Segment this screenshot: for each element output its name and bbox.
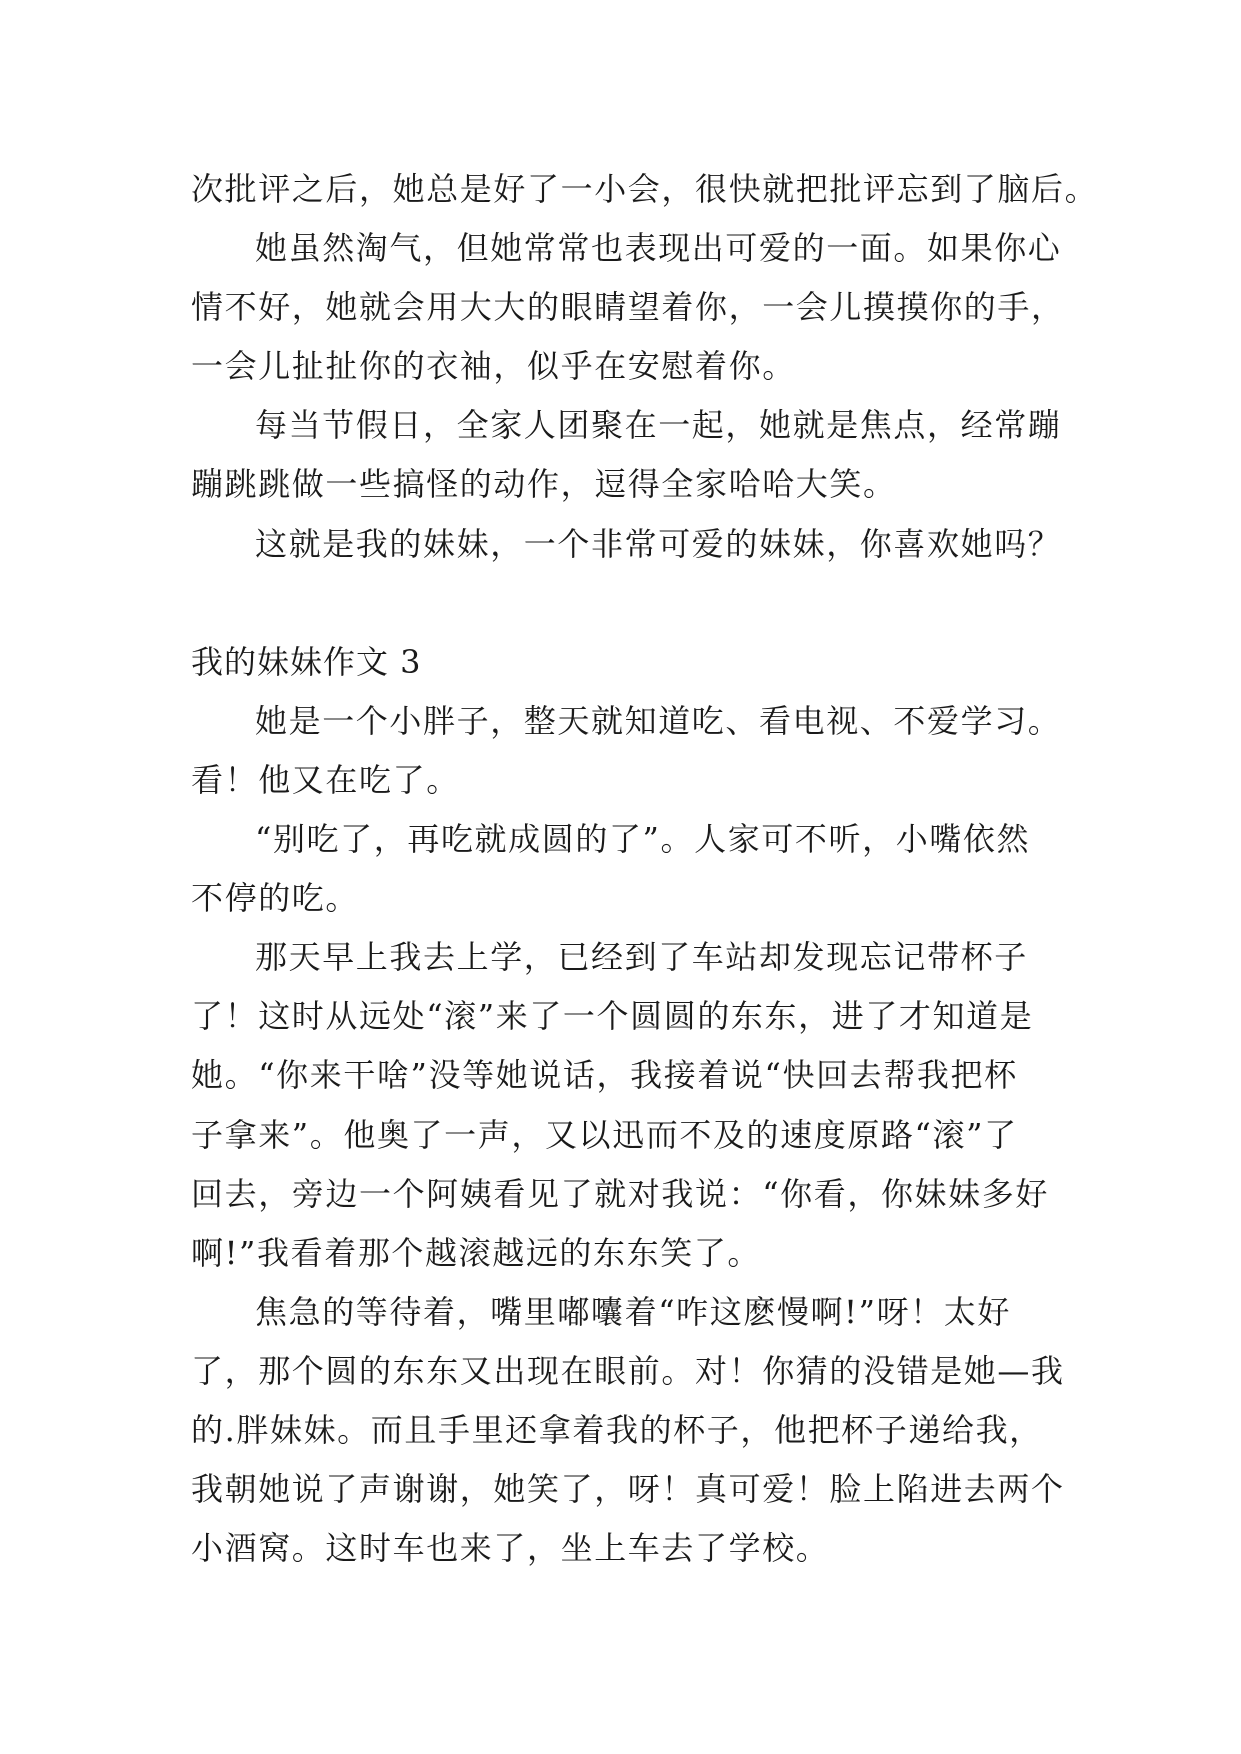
text-line: 了，那个圆的东东又出现在眼前。对！你猜的没错是她—我: [191, 1351, 1065, 1390]
text-line: “别吃了，再吃就成圆的了”。人家可不听，小嘴依然: [255, 820, 1031, 859]
text-line: 不停的吃。: [191, 879, 360, 918]
text-line: 我朝她说了声谢谢，她笑了，呀！真可爱！脸上陷进去两个: [191, 1470, 1065, 1509]
text-line: 次批评之后，她总是好了一小会，很快就把批评忘到了脑后。: [191, 170, 1099, 208]
text-line: 了！这时从远处“滚”来了一个圆圆的东东，进了才知道是: [191, 997, 1034, 1036]
text-line: 她虽然淘气，但她常常也表现出可爱的一面。如果你心: [255, 229, 1062, 268]
text-line: 这就是我的妹妹，一个非常可爱的妹妹，你喜欢她吗？: [255, 524, 1062, 563]
essay-text: [191, 160, 1099, 1578]
text-line: 的.胖妹妹。而且手里还拿着我的杯子，他把杯子递给我，: [191, 1410, 1043, 1449]
text-line: 她是一个小胖子，整天就知道吃、看电视、不爱学习。: [255, 701, 1062, 740]
text-line: 每当节假日，全家人团聚在一起，她就是焦点，经常蹦: [255, 406, 1062, 445]
text-line: 回去，旁边一个阿姨看见了就对我说：“你看，你妹妹多好: [191, 1174, 1049, 1213]
section-heading: 我的妹妹作文 3: [191, 642, 422, 681]
text-line: 蹦跳跳做一些搞怪的动作，逗得全家哈哈大笑。: [191, 465, 897, 504]
text-line: 情不好，她就会用大大的眼睛望着你，一会儿摸摸你的手，: [191, 288, 1065, 327]
text-line: 小酒窝。这时车也来了，坐上车去了学校。: [191, 1529, 830, 1568]
text-line: 看！他又在吃了。: [191, 760, 460, 799]
text-line: 焦急的等待着，嘴里嘟囔着“咋这麽慢啊!”呀！太好: [255, 1292, 1011, 1331]
blank-line: [191, 574, 1091, 633]
text-line: 一会儿扯扯你的衣袖，似乎在安慰着你。: [191, 347, 796, 386]
text-line: 她。“你来干啥”没等她说话，我接着说“快回去帮我把杯: [191, 1056, 1018, 1095]
text-line: 那天早上我去上学，已经到了车站却发现忘记带杯子: [255, 938, 1028, 977]
text-line: 子拿来”。他奥了一声，又以迅而不及的速度原路“滚”了: [191, 1115, 1018, 1154]
text-line: 啊!”我看着那个越滚越远的东东笑了。: [191, 1233, 762, 1272]
